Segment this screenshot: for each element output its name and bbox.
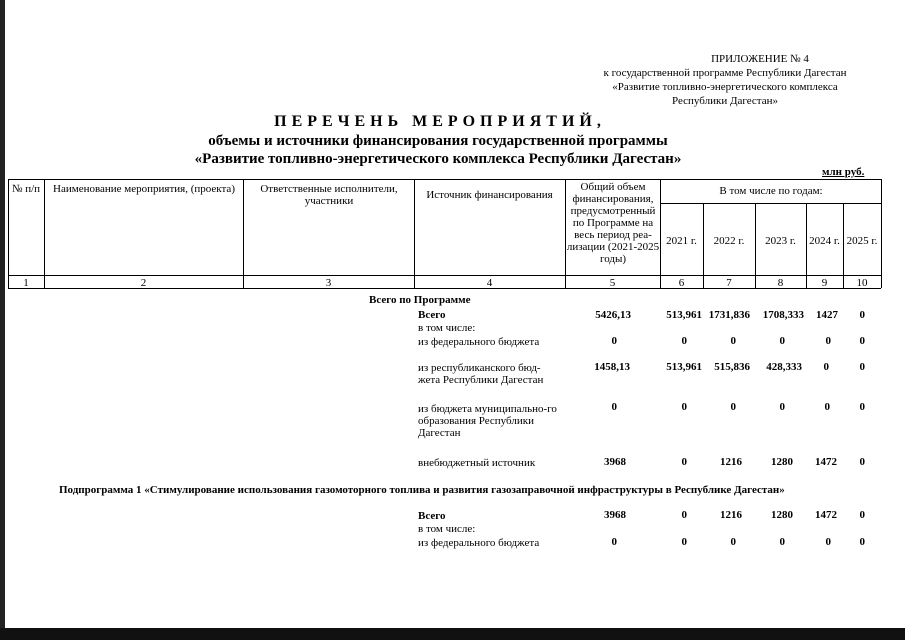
column-number-8: 8 xyxy=(777,277,784,289)
cell-total: 5426,13 xyxy=(595,309,631,321)
column-number-5: 5 xyxy=(609,277,616,289)
cell-2025: 0 xyxy=(859,509,865,521)
header-col-responsible: Ответственные исполнители, участники xyxy=(260,183,398,207)
cell-2024: 1427 xyxy=(816,309,838,321)
cell-2023: 1708,333 xyxy=(762,309,804,321)
cell-2021: 0 xyxy=(681,536,687,548)
cell-2022: 1216 xyxy=(720,456,742,468)
cell-total: 1458,13 xyxy=(594,361,630,373)
row-label-total: Всего xyxy=(418,309,446,321)
row-label-extrabudgetary: внебюджетный источник xyxy=(418,457,536,469)
column-number-10: 10 xyxy=(856,277,868,289)
header-year-2025: 2025 г. xyxy=(846,235,878,247)
row-sublabel: в том числе: xyxy=(418,523,476,535)
row-label-municipal: из бюджета муниципально-го образования Республики Дагестан xyxy=(418,403,557,439)
cell-2023: 0 xyxy=(779,536,785,548)
cell-2025: 0 xyxy=(859,536,865,548)
page-title: ПЕРЕЧЕНЬ МЕРОПРИЯТИЙ, xyxy=(274,113,606,130)
section-heading-subprogram-1: Подпрограмма 1 «Стимулирование использования газомоторного топлива и развития газозаправочной инфраструктуры в Республике Дагестан» xyxy=(59,484,785,496)
appendix-program-end: Республики Дагестан» xyxy=(672,95,778,107)
cell-2021: 513,961 xyxy=(666,309,702,321)
appendix-block xyxy=(560,52,890,108)
row-label-federal: из федерального бюджета xyxy=(418,537,540,549)
cell-total: 0 xyxy=(611,536,617,548)
column-number-9: 9 xyxy=(821,277,828,289)
cell-2025: 0 xyxy=(859,335,865,347)
scan-edge-bottom xyxy=(0,628,905,640)
column-number-7: 7 xyxy=(726,277,732,289)
cell-2023: 1280 xyxy=(771,509,793,521)
appendix-ref: к государственной программе Республики Дагестан xyxy=(603,67,847,79)
cell-2021: 0 xyxy=(681,335,687,347)
page-subtitle: объемы и источники финансирования государственной программы xyxy=(208,133,668,149)
cell-2021: 0 xyxy=(681,401,687,413)
cell-2021: 0 xyxy=(681,509,687,521)
cell-2022: 1216 xyxy=(720,509,742,521)
cell-2024: 1472 xyxy=(815,456,837,468)
program-name: «Развитие топливно-энергетического комплекса Республики Дагестан» xyxy=(194,151,682,167)
cell-2024: 0 xyxy=(824,401,830,413)
header-col-total: Общий объем финансирования, предусмотренный по Программе на весь период реа-лизации (2021-2025 годы) xyxy=(566,181,660,265)
header-col-number: № п/п xyxy=(11,183,41,195)
cell-2021: 513,961 xyxy=(666,361,702,373)
row-label-republican: из республиканского бюд-жета Республики Дагестан xyxy=(418,362,544,386)
header-year-2022: 2022 г. xyxy=(713,235,745,247)
cell-2022: 1731,836 xyxy=(708,309,750,321)
header-year-2024: 2024 г. xyxy=(809,235,840,247)
cell-2022: 515,836 xyxy=(714,361,750,373)
units-label: млн руб. xyxy=(822,166,865,178)
cell-2023: 428,333 xyxy=(766,361,802,373)
cell-2021: 0 xyxy=(681,456,687,468)
cell-2024: 0 xyxy=(823,361,829,373)
column-number-3: 3 xyxy=(325,277,332,289)
cell-2022: 0 xyxy=(730,401,736,413)
cell-2024: 0 xyxy=(825,536,831,548)
row-label-federal: из федерального бюджета xyxy=(418,336,540,348)
appendix-program: «Развитие топливно-энергетического комплекса xyxy=(612,81,838,93)
row-label-total: Всего xyxy=(418,510,446,522)
scan-edge-left xyxy=(0,0,5,640)
header-col-name: Наименование мероприятия, (проекта) xyxy=(53,183,235,195)
column-number-6: 6 xyxy=(678,277,685,289)
cell-total: 0 xyxy=(611,335,617,347)
cell-2023: 0 xyxy=(779,401,785,413)
column-number-1: 1 xyxy=(23,277,29,289)
cell-2024: 0 xyxy=(825,335,831,347)
cell-total: 0 xyxy=(611,401,617,413)
cell-2025: 0 xyxy=(859,361,865,373)
section-heading-program-total: Всего по Программе xyxy=(369,294,471,306)
cell-2023: 0 xyxy=(779,335,785,347)
cell-total: 3968 xyxy=(604,456,626,468)
cell-2025: 0 xyxy=(859,401,865,413)
cell-2025: 0 xyxy=(859,309,865,321)
header-years-group: В том числе по годам: xyxy=(719,185,823,197)
row-sublabel: в том числе: xyxy=(418,322,476,334)
cell-2022: 0 xyxy=(730,335,736,347)
appendix-number: ПРИЛОЖЕНИЕ № 4 xyxy=(711,53,809,65)
column-number-2: 2 xyxy=(140,277,147,289)
header-year-2021: 2021 г. xyxy=(666,235,697,247)
cell-2023: 1280 xyxy=(771,456,793,468)
header-year-2023: 2023 г. xyxy=(765,235,796,247)
header-col-source: Источник финансирования xyxy=(426,189,553,201)
cell-2025: 0 xyxy=(859,456,865,468)
column-number-4: 4 xyxy=(486,277,493,289)
cell-2022: 0 xyxy=(730,536,736,548)
cell-total: 3968 xyxy=(604,509,626,521)
cell-2024: 1472 xyxy=(815,509,837,521)
